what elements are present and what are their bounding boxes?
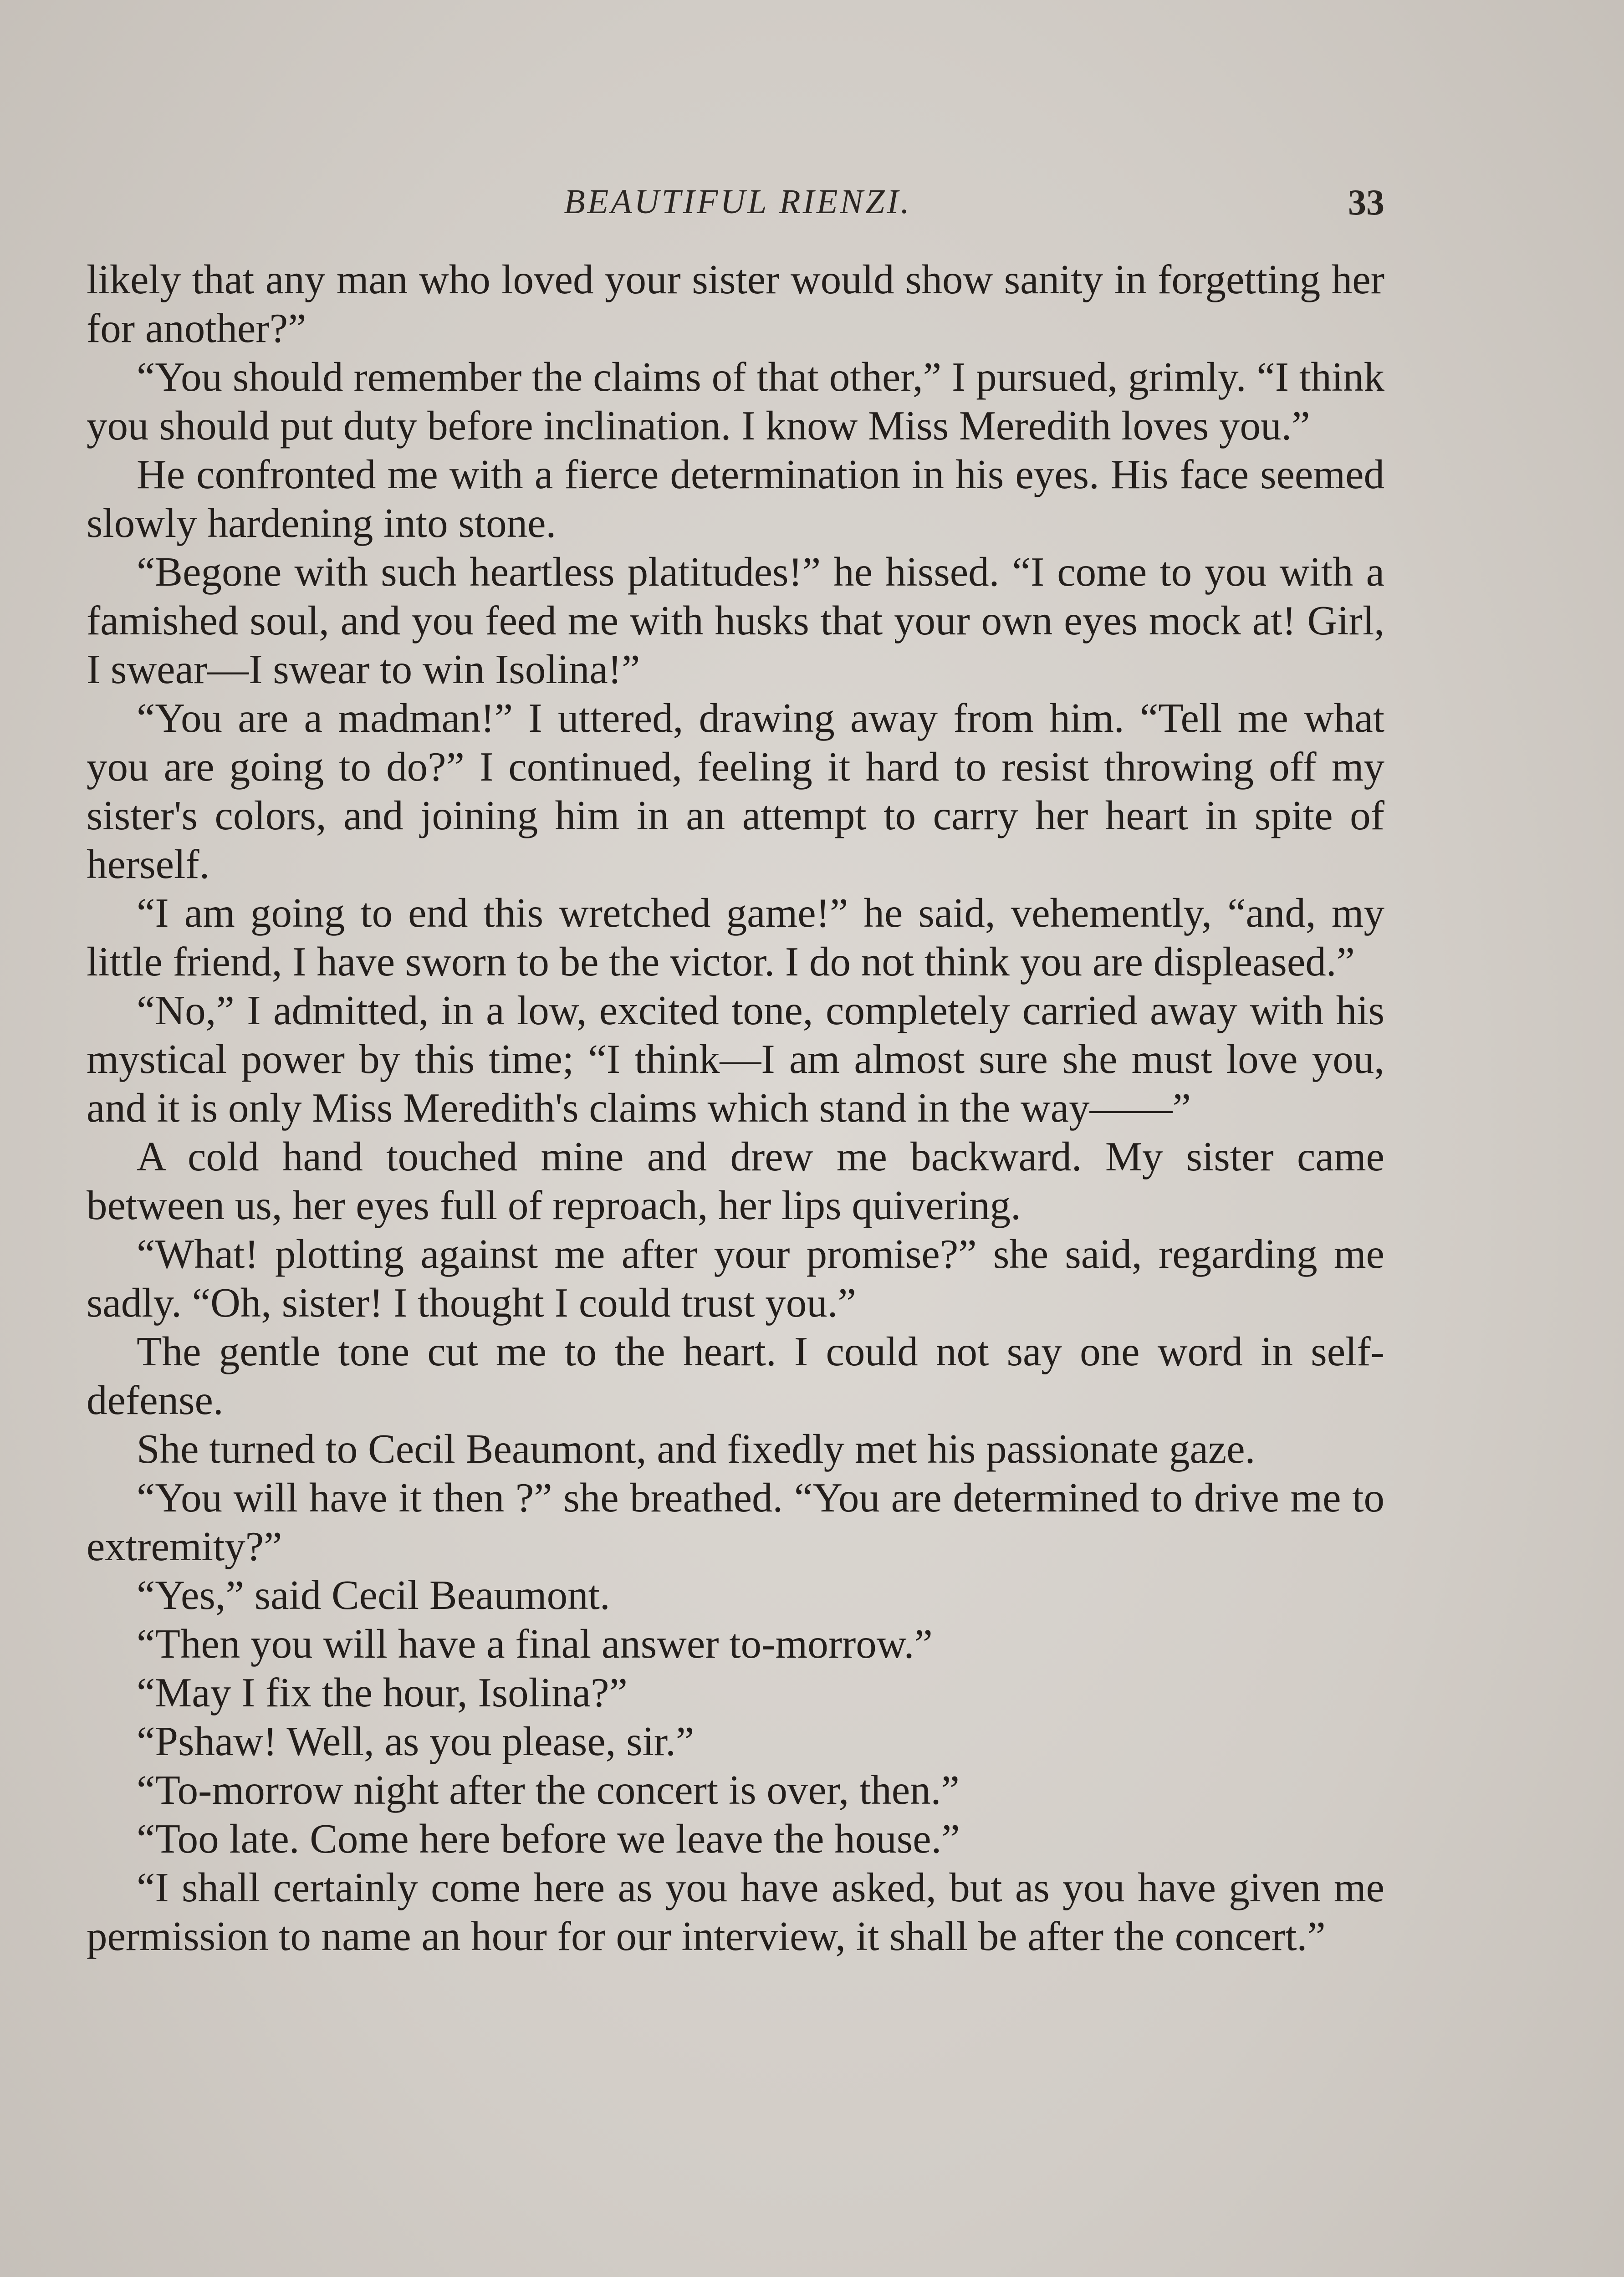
paragraph: “You should remember the claims of that other,” I pursued, grimly. “I think you should put duty before inclination. I know Miss Meredith loves you.” — [87, 354, 1384, 449]
body-text — [87, 255, 1384, 1960]
paragraph: “Too late. Come here before we leave the house.” — [137, 1816, 960, 1862]
paragraph: “You are a madman!” I uttered, drawing away from him. “Tell me what you are going to do?” I continued, feeling it hard to resist throwing off my sister's colors, and joining him in an attempt to carry her heart in spite of herself. — [87, 695, 1384, 887]
paragraph: “Then you will have a final answer to-morrow.” — [137, 1621, 933, 1667]
paragraph: “I shall certainly come here as you have asked, but as you have given me permission to name an hour for our interview, it shall be after the concert.” — [87, 1864, 1384, 1959]
page-number: 33 — [1348, 183, 1384, 223]
paragraph: “Begone with such heartless platitudes!” he hissed. “I come to you with a famished soul, and you feed me with husks that your own eyes mock at! Girl, I swear—I swear to win Isolina!” — [87, 549, 1384, 692]
paragraph: “No,” I admitted, in a low, excited tone, completely carried away with his mystical power by this time; “I think—I am almost sure she must love you, and it is only Miss Meredith's claims which stand in the way——” — [87, 987, 1384, 1131]
paragraph: “To-morrow night after the concert is over, then.” — [137, 1767, 960, 1813]
paragraph: “May I fix the hour, Isolina?” — [137, 1669, 628, 1715]
page-header — [91, 182, 1384, 232]
paragraph: “What! plotting against me after your promise?” she said, regarding me sadly. “Oh, sister! I thought I could trust you.” — [87, 1231, 1384, 1326]
paragraph: “I am going to end this wretched game!” he said, vehemently, “and, my little friend, I have sworn to be the victor. I do not think you are displeased.” — [87, 890, 1384, 985]
paragraph: “You will have it then ?” she breathed. “You are determined to drive me to extremity?” — [87, 1475, 1384, 1569]
paragraph: The gentle tone cut me to the heart. I could not say one word in self-defense. — [87, 1328, 1384, 1423]
paragraph: He confronted me with a fierce determination in his eyes. His face seemed slowly hardening into stone. — [87, 451, 1384, 546]
paragraph-continuation: likely that any man who loved your sister would show sanity in forgetting her for another?” — [87, 256, 1384, 351]
paragraph: “Pshaw! Well, as you please, sir.” — [137, 1718, 695, 1764]
paragraph: A cold hand touched mine and drew me backward. My sister came between us, her eyes full of reproach, her lips quivering. — [87, 1133, 1384, 1228]
running-title: BEAUTIFUL RIENZI. — [564, 183, 912, 221]
paragraph: “Yes,” said Cecil Beaumont. — [137, 1572, 610, 1618]
paragraph: She turned to Cecil Beaumont, and fixedly met his passionate gaze. — [137, 1426, 1256, 1472]
